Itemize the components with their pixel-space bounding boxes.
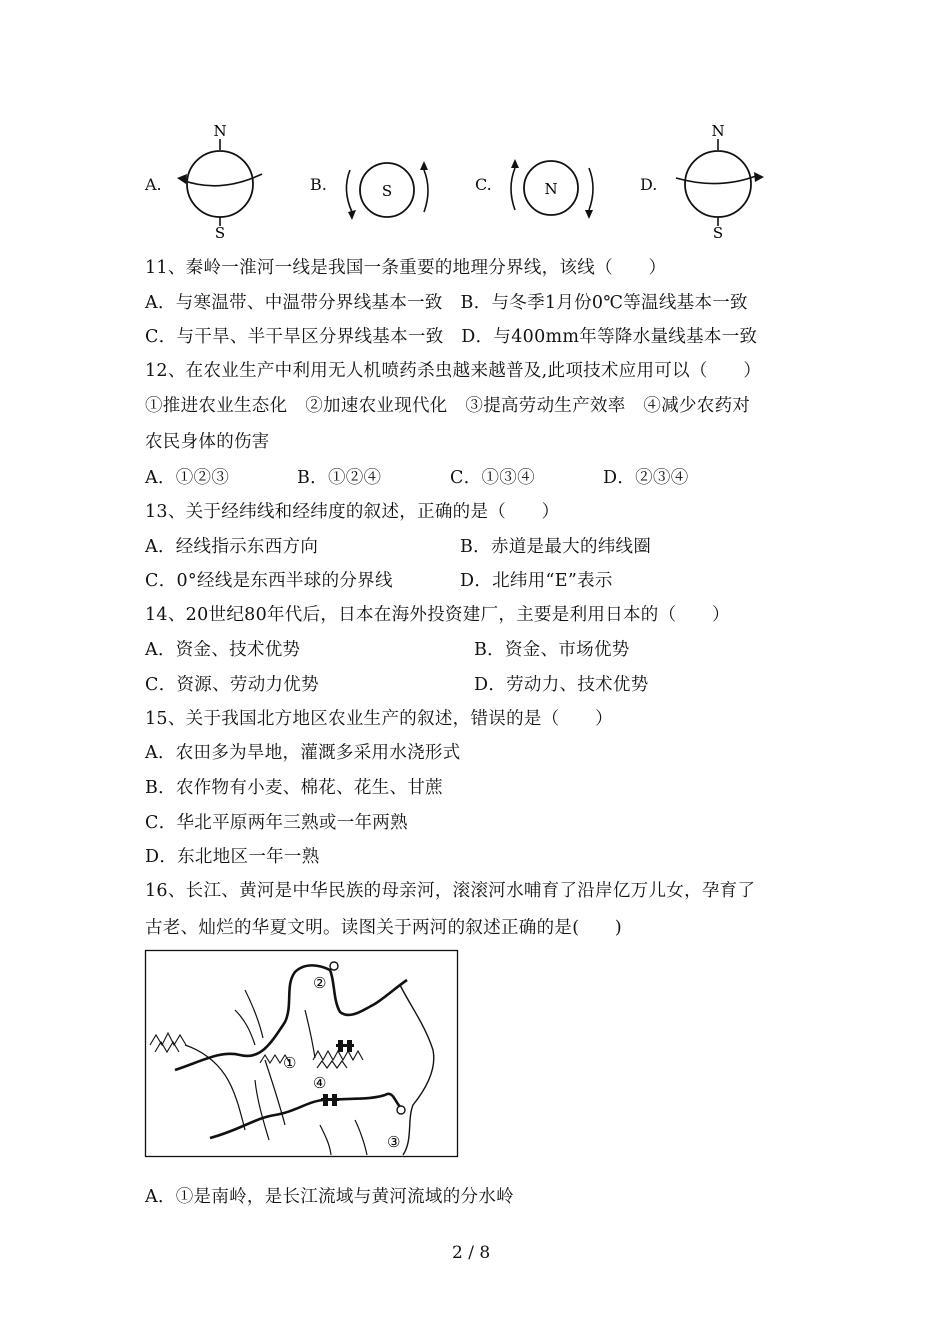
- q15-option-c: C．华北平原两年三熟或一年两熟: [145, 813, 408, 833]
- q13-option-c: C．0°经线是东西半球的分界线: [145, 571, 393, 591]
- pole-n-label: N: [213, 122, 227, 140]
- map-frame: [146, 951, 458, 1157]
- arrow-up-icon: [511, 159, 519, 168]
- pole-n-label: N: [711, 122, 725, 140]
- q12-items-line1: ①推进农业生态化 ②加速农业现代化 ③提高劳动生产效率 ④减少农药对: [145, 396, 751, 416]
- q14-option-b: B．资金、市场优势: [474, 640, 630, 660]
- q11-options-row1: A．与寒温带、中温带分界线基本一致 B．与冬季1月份0℃等温线基本一致: [145, 293, 748, 313]
- q10-option-a-label: A.: [145, 175, 162, 194]
- arrow-down-icon: [348, 210, 356, 220]
- q10-circle-c-figure: [503, 150, 603, 230]
- q11-stem: 11、秦岭一淮河一线是我国一条重要的地理分界线，该线（ ）: [145, 258, 667, 278]
- map-label-1: ①: [283, 1054, 297, 1072]
- q10-globe-d-figure: [668, 122, 768, 240]
- arrow-up-icon: [420, 161, 428, 170]
- q12-items-line2: 农民身体的伤害: [145, 432, 270, 452]
- q15-option-b: B．农作物有小麦、棉花、花生、甘蔗: [145, 778, 443, 798]
- q13-option-b: B．赤道是最大的纬线圈: [460, 537, 652, 557]
- q10-globe-a-figure: [170, 122, 270, 240]
- q12-option-d: D．②③④: [603, 468, 689, 488]
- arrow-right-icon: [754, 172, 764, 182]
- q12-option-b: B．①②④: [297, 468, 382, 488]
- q12-stem: 12、在农业生产中利用无人机喷药杀虫越来越普及,此项技术应用可以（ ）: [145, 361, 762, 381]
- q13-option-d: D．北纬用“E”表示: [460, 571, 613, 591]
- q16-option-a: A．①是南岭，是长江流域与黄河流域的分水岭: [145, 1187, 514, 1207]
- q16-rivers-map: [145, 950, 458, 1157]
- q14-option-a: A．资金、技术优势: [145, 640, 301, 660]
- page-number: 2 / 8: [452, 1243, 491, 1263]
- q15-option-a: A．农田多为旱地，灌溉多采用水浇形式: [145, 743, 461, 763]
- pole-s-label: S: [712, 224, 724, 242]
- q10-circle-b-figure: [340, 150, 440, 230]
- q14-option-c: C．资源、劳动力优势: [145, 675, 319, 695]
- q16-stem-line2: 古老、灿烂的华夏文明。读图关于两河的叙述正确的是( ): [145, 918, 623, 938]
- map-label-2: ②: [313, 974, 327, 992]
- q13-stem: 13、关于经纬线和经纬度的叙述，正确的是（ ）: [145, 502, 560, 522]
- q11-options-row2: C．与干旱、半干旱区分界线基本一致 D．与400mm年等降水量线基本一致: [145, 327, 758, 347]
- q15-stem: 15、关于我国北方地区农业生产的叙述，错误的是（ ）: [145, 709, 613, 729]
- q16-stem-line1: 16、长江、黄河是中华民族的母亲河，滚滚河水哺育了沿岸亿万儿女，孕育了: [145, 881, 756, 901]
- q15-option-d: D．东北地区一年一熟: [145, 847, 320, 867]
- q13-option-a: A．经线指示东西方向: [145, 537, 319, 557]
- q10-option-c-label: C.: [475, 175, 492, 194]
- q14-option-d: D．劳动力、技术优势: [474, 675, 649, 695]
- arrow-down-icon: [585, 210, 593, 219]
- q10-option-d-label: D.: [640, 175, 658, 194]
- center-label: N: [544, 180, 558, 198]
- map-label-3: ③: [387, 1133, 401, 1151]
- map-label-4: ④: [313, 1074, 327, 1092]
- q14-stem: 14、20世纪80年代后，日本在海外投资建厂，主要是利用日本的（ ）: [145, 605, 730, 625]
- q12-option-c: C．①③④: [450, 468, 535, 488]
- center-label: S: [381, 182, 393, 200]
- q12-option-a: A．①②③: [145, 468, 230, 488]
- q10-option-b-label: B.: [310, 175, 327, 194]
- arrow-left-icon: [177, 174, 187, 184]
- pole-s-label: S: [214, 224, 226, 242]
